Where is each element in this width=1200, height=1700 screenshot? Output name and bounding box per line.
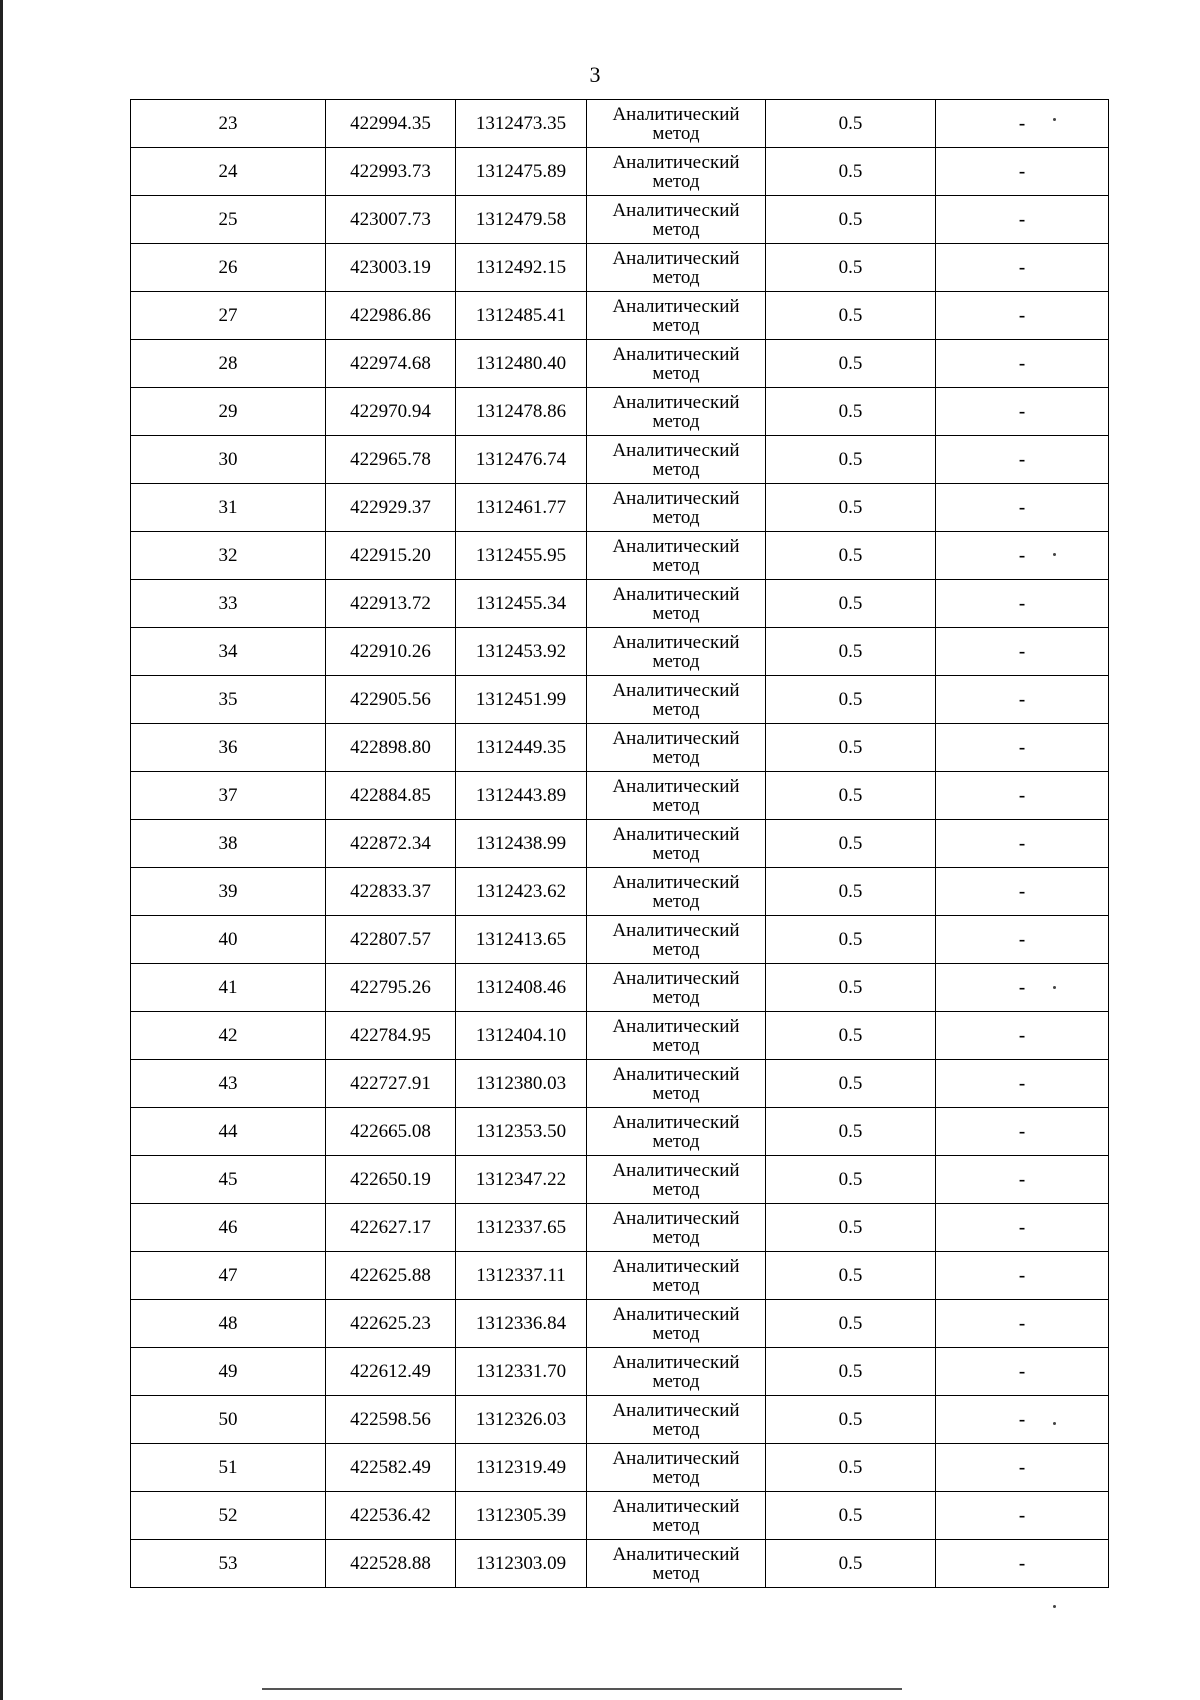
method-line2: метод xyxy=(652,794,700,816)
method-line1: Аналитический xyxy=(612,1255,740,1277)
note-cell: - xyxy=(936,196,1109,244)
method-line1: Аналитический xyxy=(612,439,740,461)
x-coordinate-cell: 422627.17 xyxy=(326,1204,456,1252)
y-coordinate-cell: 1312347.22 xyxy=(456,1156,587,1204)
note-cell: - xyxy=(936,100,1109,148)
table-row xyxy=(131,964,1109,1012)
x-coordinate-cell: 422582.49 xyxy=(326,1444,456,1492)
accuracy-cell: 0.5 xyxy=(766,340,936,388)
method-cell xyxy=(587,1444,766,1492)
accuracy-cell: 0.5 xyxy=(766,1492,936,1540)
y-coordinate-cell: 1312336.84 xyxy=(456,1300,587,1348)
x-coordinate-cell: 422612.49 xyxy=(326,1348,456,1396)
method-line1: Аналитический xyxy=(612,1063,740,1085)
method-line2: метод xyxy=(652,266,700,288)
table-row xyxy=(131,1156,1109,1204)
note-cell: - xyxy=(936,772,1109,820)
accuracy-cell: 0.5 xyxy=(766,916,936,964)
note-cell: - xyxy=(936,388,1109,436)
x-coordinate-cell: 422898.80 xyxy=(326,724,456,772)
point-number-cell: 48 xyxy=(131,1300,326,1348)
table-row xyxy=(131,196,1109,244)
y-coordinate-cell: 1312408.46 xyxy=(456,964,587,1012)
accuracy-cell: 0.5 xyxy=(766,1348,936,1396)
accuracy-cell: 0.5 xyxy=(766,100,936,148)
note-cell: - xyxy=(936,580,1109,628)
method-cell xyxy=(587,148,766,196)
accuracy-cell: 0.5 xyxy=(766,1300,936,1348)
method-line2: метод xyxy=(652,1274,700,1296)
method-line2: метод xyxy=(652,746,700,768)
x-coordinate-cell: 422625.23 xyxy=(326,1300,456,1348)
scan-left-edge xyxy=(0,0,3,1700)
accuracy-cell: 0.5 xyxy=(766,1204,936,1252)
x-coordinate-cell: 422994.35 xyxy=(326,100,456,148)
method-line1: Аналитический xyxy=(612,151,740,173)
accuracy-cell: 0.5 xyxy=(766,1252,936,1300)
y-coordinate-cell: 1312423.62 xyxy=(456,868,587,916)
method-line1: Аналитический xyxy=(612,583,740,605)
method-cell xyxy=(587,1300,766,1348)
method-line1: Аналитический xyxy=(612,631,740,653)
note-cell: - xyxy=(936,916,1109,964)
method-line2: метод xyxy=(652,1130,700,1152)
x-coordinate-cell: 422905.56 xyxy=(326,676,456,724)
method-cell xyxy=(587,580,766,628)
y-coordinate-cell: 1312461.77 xyxy=(456,484,587,532)
y-coordinate-cell: 1312337.11 xyxy=(456,1252,587,1300)
method-line2: метод xyxy=(652,986,700,1008)
table-row xyxy=(131,676,1109,724)
note-cell: - xyxy=(936,1348,1109,1396)
x-coordinate-cell: 422986.86 xyxy=(326,292,456,340)
table-row xyxy=(131,820,1109,868)
method-cell xyxy=(587,1060,766,1108)
note-cell: - xyxy=(936,628,1109,676)
x-coordinate-cell: 422974.68 xyxy=(326,340,456,388)
x-coordinate-cell: 422993.73 xyxy=(326,148,456,196)
accuracy-cell: 0.5 xyxy=(766,388,936,436)
method-line2: метод xyxy=(652,1418,700,1440)
accuracy-cell: 0.5 xyxy=(766,148,936,196)
point-number-cell: 45 xyxy=(131,1156,326,1204)
method-line1: Аналитический xyxy=(612,1399,740,1421)
method-cell xyxy=(587,532,766,580)
note-cell: - xyxy=(936,1396,1109,1444)
method-line2: метод xyxy=(652,1082,700,1104)
y-coordinate-cell: 1312331.70 xyxy=(456,1348,587,1396)
table-row xyxy=(131,1204,1109,1252)
note-cell: - xyxy=(936,1156,1109,1204)
table-row xyxy=(131,1108,1109,1156)
table-row xyxy=(131,580,1109,628)
method-line1: Аналитический xyxy=(612,1159,740,1181)
note-cell: - xyxy=(936,724,1109,772)
y-coordinate-cell: 1312453.92 xyxy=(456,628,587,676)
method-line2: метод xyxy=(652,650,700,672)
page-number: 3 xyxy=(589,62,601,87)
method-line2: метод xyxy=(652,1466,700,1488)
method-cell xyxy=(587,868,766,916)
coordinates-table-body xyxy=(131,100,1109,1588)
note-cell: - xyxy=(936,964,1109,1012)
method-line1: Аналитический xyxy=(612,1207,740,1229)
method-line2: метод xyxy=(652,1514,700,1536)
table-row xyxy=(131,1396,1109,1444)
method-line1: Аналитический xyxy=(612,919,740,941)
accuracy-cell: 0.5 xyxy=(766,244,936,292)
method-cell xyxy=(587,724,766,772)
y-coordinate-cell: 1312480.40 xyxy=(456,340,587,388)
method-line1: Аналитический xyxy=(612,1303,740,1325)
y-coordinate-cell: 1312492.15 xyxy=(456,244,587,292)
y-coordinate-cell: 1312319.49 xyxy=(456,1444,587,1492)
x-coordinate-cell: 422970.94 xyxy=(326,388,456,436)
point-number-cell: 51 xyxy=(131,1444,326,1492)
point-number-cell: 31 xyxy=(131,484,326,532)
method-line1: Аналитический xyxy=(612,103,740,125)
x-coordinate-cell: 422650.19 xyxy=(326,1156,456,1204)
y-coordinate-cell: 1312451.99 xyxy=(456,676,587,724)
point-number-cell: 30 xyxy=(131,436,326,484)
method-cell xyxy=(587,1252,766,1300)
method-cell xyxy=(587,1492,766,1540)
accuracy-cell: 0.5 xyxy=(766,1396,936,1444)
x-coordinate-cell: 422727.91 xyxy=(326,1060,456,1108)
table-row xyxy=(131,868,1109,916)
method-cell xyxy=(587,628,766,676)
note-cell: - xyxy=(936,340,1109,388)
method-line2: метод xyxy=(652,1322,700,1344)
point-number-cell: 40 xyxy=(131,916,326,964)
x-coordinate-cell: 422784.95 xyxy=(326,1012,456,1060)
table-row xyxy=(131,916,1109,964)
note-cell: - xyxy=(936,292,1109,340)
method-cell xyxy=(587,484,766,532)
note-cell: - xyxy=(936,148,1109,196)
method-line1: Аналитический xyxy=(612,247,740,269)
point-number-cell: 39 xyxy=(131,868,326,916)
method-line2: метод xyxy=(652,362,700,384)
point-number-cell: 46 xyxy=(131,1204,326,1252)
x-coordinate-cell: 422833.37 xyxy=(326,868,456,916)
scan-speck xyxy=(1053,986,1056,989)
method-line2: метод xyxy=(652,938,700,960)
method-cell xyxy=(587,388,766,436)
accuracy-cell: 0.5 xyxy=(766,436,936,484)
method-cell xyxy=(587,1540,766,1588)
method-line2: метод xyxy=(652,1034,700,1056)
y-coordinate-cell: 1312404.10 xyxy=(456,1012,587,1060)
accuracy-cell: 0.5 xyxy=(766,1108,936,1156)
method-line2: метод xyxy=(652,1178,700,1200)
method-cell xyxy=(587,100,766,148)
point-number-cell: 33 xyxy=(131,580,326,628)
method-line2: метод xyxy=(652,122,700,144)
y-coordinate-cell: 1312413.65 xyxy=(456,916,587,964)
x-coordinate-cell: 422625.88 xyxy=(326,1252,456,1300)
accuracy-cell: 0.5 xyxy=(766,1012,936,1060)
table-row xyxy=(131,724,1109,772)
table-row xyxy=(131,1012,1109,1060)
method-cell xyxy=(587,964,766,1012)
method-cell xyxy=(587,340,766,388)
y-coordinate-cell: 1312478.86 xyxy=(456,388,587,436)
note-cell: - xyxy=(936,532,1109,580)
x-coordinate-cell: 422965.78 xyxy=(326,436,456,484)
point-number-cell: 25 xyxy=(131,196,326,244)
y-coordinate-cell: 1312479.58 xyxy=(456,196,587,244)
y-coordinate-cell: 1312337.65 xyxy=(456,1204,587,1252)
x-coordinate-cell: 422536.42 xyxy=(326,1492,456,1540)
accuracy-cell: 0.5 xyxy=(766,580,936,628)
method-line1: Аналитический xyxy=(612,679,740,701)
method-line1: Аналитический xyxy=(612,823,740,845)
method-cell xyxy=(587,676,766,724)
table-row xyxy=(131,148,1109,196)
y-coordinate-cell: 1312305.39 xyxy=(456,1492,587,1540)
method-cell xyxy=(587,1348,766,1396)
table-row xyxy=(131,100,1109,148)
table-row xyxy=(131,1348,1109,1396)
x-coordinate-cell: 422910.26 xyxy=(326,628,456,676)
scan-speck xyxy=(1053,553,1056,556)
method-cell xyxy=(587,1156,766,1204)
point-number-cell: 43 xyxy=(131,1060,326,1108)
method-cell xyxy=(587,292,766,340)
method-line2: метод xyxy=(652,170,700,192)
method-cell xyxy=(587,772,766,820)
x-coordinate-cell: 422872.34 xyxy=(326,820,456,868)
method-cell xyxy=(587,916,766,964)
method-line1: Аналитический xyxy=(612,1543,740,1565)
accuracy-cell: 0.5 xyxy=(766,820,936,868)
table-row xyxy=(131,1444,1109,1492)
point-number-cell: 35 xyxy=(131,676,326,724)
accuracy-cell: 0.5 xyxy=(766,676,936,724)
point-number-cell: 34 xyxy=(131,628,326,676)
method-line1: Аналитический xyxy=(612,775,740,797)
note-cell: - xyxy=(936,1108,1109,1156)
point-number-cell: 41 xyxy=(131,964,326,1012)
method-line2: метод xyxy=(652,1562,700,1584)
y-coordinate-cell: 1312485.41 xyxy=(456,292,587,340)
table-row xyxy=(131,1540,1109,1588)
note-cell: - xyxy=(936,820,1109,868)
point-number-cell: 52 xyxy=(131,1492,326,1540)
point-number-cell: 36 xyxy=(131,724,326,772)
method-line2: метод xyxy=(652,1226,700,1248)
method-line2: метод xyxy=(652,218,700,240)
point-number-cell: 37 xyxy=(131,772,326,820)
table-row xyxy=(131,292,1109,340)
method-line2: метод xyxy=(652,698,700,720)
x-coordinate-cell: 422665.08 xyxy=(326,1108,456,1156)
table-row xyxy=(131,484,1109,532)
note-cell: - xyxy=(936,1300,1109,1348)
note-cell: - xyxy=(936,1204,1109,1252)
point-number-cell: 27 xyxy=(131,292,326,340)
note-cell: - xyxy=(936,868,1109,916)
note-cell: - xyxy=(936,676,1109,724)
note-cell: - xyxy=(936,1252,1109,1300)
accuracy-cell: 0.5 xyxy=(766,532,936,580)
method-line2: метод xyxy=(652,410,700,432)
method-line1: Аналитический xyxy=(612,391,740,413)
method-line2: метод xyxy=(652,554,700,576)
y-coordinate-cell: 1312380.03 xyxy=(456,1060,587,1108)
method-line1: Аналитический xyxy=(612,727,740,749)
table-row xyxy=(131,340,1109,388)
method-line2: метод xyxy=(652,602,700,624)
y-coordinate-cell: 1312449.35 xyxy=(456,724,587,772)
method-line1: Аналитический xyxy=(612,487,740,509)
note-cell: - xyxy=(936,1012,1109,1060)
table-row xyxy=(131,628,1109,676)
method-line2: метод xyxy=(652,1370,700,1392)
method-line1: Аналитический xyxy=(612,535,740,557)
y-coordinate-cell: 1312443.89 xyxy=(456,772,587,820)
note-cell: - xyxy=(936,1060,1109,1108)
method-cell xyxy=(587,1396,766,1444)
point-number-cell: 24 xyxy=(131,148,326,196)
accuracy-cell: 0.5 xyxy=(766,1060,936,1108)
table-row xyxy=(131,1300,1109,1348)
x-coordinate-cell: 422884.85 xyxy=(326,772,456,820)
y-coordinate-cell: 1312438.99 xyxy=(456,820,587,868)
method-line1: Аналитический xyxy=(612,1447,740,1469)
point-number-cell: 29 xyxy=(131,388,326,436)
x-coordinate-cell: 422913.72 xyxy=(326,580,456,628)
table-row xyxy=(131,1060,1109,1108)
note-cell: - xyxy=(936,436,1109,484)
x-coordinate-cell: 422795.26 xyxy=(326,964,456,1012)
method-line2: метод xyxy=(652,890,700,912)
y-coordinate-cell: 1312353.50 xyxy=(456,1108,587,1156)
y-coordinate-cell: 1312455.34 xyxy=(456,580,587,628)
accuracy-cell: 0.5 xyxy=(766,868,936,916)
y-coordinate-cell: 1312455.95 xyxy=(456,532,587,580)
y-coordinate-cell: 1312475.89 xyxy=(456,148,587,196)
accuracy-cell: 0.5 xyxy=(766,724,936,772)
scan-speck xyxy=(1053,118,1056,121)
note-cell: - xyxy=(936,244,1109,292)
scan-speck xyxy=(1053,1605,1056,1608)
table-row xyxy=(131,244,1109,292)
x-coordinate-cell: 422598.56 xyxy=(326,1396,456,1444)
point-number-cell: 44 xyxy=(131,1108,326,1156)
method-line1: Аналитический xyxy=(612,967,740,989)
note-cell: - xyxy=(936,484,1109,532)
point-number-cell: 32 xyxy=(131,532,326,580)
method-line1: Аналитический xyxy=(612,295,740,317)
method-line1: Аналитический xyxy=(612,199,740,221)
accuracy-cell: 0.5 xyxy=(766,196,936,244)
method-line1: Аналитический xyxy=(612,343,740,365)
table-row xyxy=(131,532,1109,580)
method-cell xyxy=(587,196,766,244)
coordinates-table xyxy=(130,99,1109,1588)
accuracy-cell: 0.5 xyxy=(766,628,936,676)
method-line1: Аналитический xyxy=(612,1015,740,1037)
method-line1: Аналитический xyxy=(612,1351,740,1373)
x-coordinate-cell: 422807.57 xyxy=(326,916,456,964)
x-coordinate-cell: 423003.19 xyxy=(326,244,456,292)
point-number-cell: 49 xyxy=(131,1348,326,1396)
y-coordinate-cell: 1312476.74 xyxy=(456,436,587,484)
method-line2: метод xyxy=(652,458,700,480)
accuracy-cell: 0.5 xyxy=(766,772,936,820)
accuracy-cell: 0.5 xyxy=(766,1444,936,1492)
method-line2: метод xyxy=(652,842,700,864)
note-cell: - xyxy=(936,1540,1109,1588)
point-number-cell: 50 xyxy=(131,1396,326,1444)
method-line1: Аналитический xyxy=(612,1111,740,1133)
point-number-cell: 26 xyxy=(131,244,326,292)
method-line1: Аналитический xyxy=(612,1495,740,1517)
x-coordinate-cell: 422929.37 xyxy=(326,484,456,532)
point-number-cell: 28 xyxy=(131,340,326,388)
point-number-cell: 53 xyxy=(131,1540,326,1588)
method-cell xyxy=(587,820,766,868)
table-row xyxy=(131,1252,1109,1300)
point-number-cell: 23 xyxy=(131,100,326,148)
x-coordinate-cell: 422915.20 xyxy=(326,532,456,580)
y-coordinate-cell: 1312326.03 xyxy=(456,1396,587,1444)
table-row xyxy=(131,436,1109,484)
note-cell: - xyxy=(936,1444,1109,1492)
accuracy-cell: 0.5 xyxy=(766,1540,936,1588)
x-coordinate-cell: 422528.88 xyxy=(326,1540,456,1588)
point-number-cell: 38 xyxy=(131,820,326,868)
x-coordinate-cell: 423007.73 xyxy=(326,196,456,244)
accuracy-cell: 0.5 xyxy=(766,292,936,340)
y-coordinate-cell: 1312303.09 xyxy=(456,1540,587,1588)
method-line1: Аналитический xyxy=(612,871,740,893)
accuracy-cell: 0.5 xyxy=(766,1156,936,1204)
note-cell: - xyxy=(936,1492,1109,1540)
table-row xyxy=(131,1492,1109,1540)
accuracy-cell: 0.5 xyxy=(766,964,936,1012)
accuracy-cell: 0.5 xyxy=(766,484,936,532)
point-number-cell: 42 xyxy=(131,1012,326,1060)
table-row xyxy=(131,388,1109,436)
table-row xyxy=(131,772,1109,820)
method-cell xyxy=(587,1204,766,1252)
scan-speck xyxy=(1053,1422,1056,1425)
method-cell xyxy=(587,1108,766,1156)
method-cell xyxy=(587,436,766,484)
method-cell xyxy=(587,244,766,292)
point-number-cell: 47 xyxy=(131,1252,326,1300)
method-cell xyxy=(587,1012,766,1060)
y-coordinate-cell: 1312473.35 xyxy=(456,100,587,148)
bottom-rule xyxy=(262,1688,902,1690)
method-line2: метод xyxy=(652,314,700,336)
method-line2: метод xyxy=(652,506,700,528)
